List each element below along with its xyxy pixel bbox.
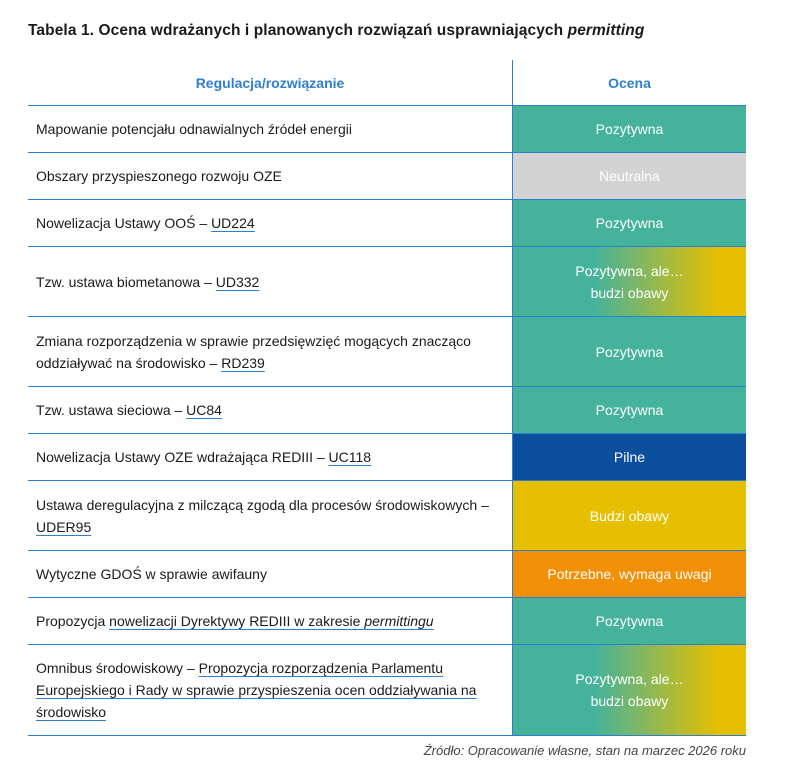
regulation-cell [28,247,513,316]
table-row [28,153,746,200]
regulation-link-italic: permittingu [364,613,434,629]
rating-cell [513,106,746,152]
rating-label: Pozytywna, ale… budzi obawy [575,262,684,301]
rating-cell [513,551,746,597]
regulation-cell [28,153,513,199]
regulation-cell [28,387,513,433]
regulation-link[interactable] [36,519,91,535]
table-row [28,106,746,153]
regulation-cell [28,317,513,386]
table-row [28,247,746,317]
rating-cell [513,481,746,550]
regulation-text: Wytyczne GDOŚ w sprawie awifauny [36,566,267,582]
regulation-link[interactable] [186,402,222,418]
rating-label: Neutralna [599,168,660,184]
rating-cell [513,434,746,480]
rating-label: Potrzebne, wymaga uwagi [547,566,712,582]
regulation-text: Propozycja [36,613,110,629]
regulation-cell [28,434,513,480]
rating-label: Pozytywna [595,343,664,360]
rating-label: Pozytywna, ale… budzi obawy [575,671,684,709]
rating-cell [513,200,746,246]
regulation-cell [28,200,513,246]
regulation-cell [28,598,513,644]
table-row [28,434,746,481]
rating-cell [513,598,746,644]
rating-cell [513,645,746,735]
rating-label: Pilne [613,449,646,465]
table-body [28,106,746,736]
table-row [28,200,746,247]
regulation-link[interactable] [329,449,372,465]
regulation-cell [28,106,513,152]
rating-cell [513,153,746,199]
regulation-cell [28,551,513,597]
table-header [28,60,746,106]
title-italic: permitting [567,22,645,39]
table-row [28,551,746,598]
regulation-cell [28,645,513,735]
regulation-link-text: Propozycja rozporządzenia Parlamentu Europejskiego i Rady w sprawie przyspieszenia ocen oddziaływania na środowisko [36,660,477,720]
regulation-link-text: UC84 [186,402,222,418]
regulation-text: Nowelizacja Ustawy OZE wdrażająca REDIII – [36,449,329,465]
regulation-text: Mapowanie potencjału odnawialnych źródeł energii [36,121,352,137]
rating-cell [513,317,746,386]
rating-label: Pozytywna [595,215,664,231]
regulation-text: Tzw. ustawa biometanowa – [36,273,216,290]
header-rating: Ocena [608,74,651,91]
rating-cell [513,247,746,316]
rating-label: Pozytywna [595,402,664,418]
regulation-text: Zmiana rozporządzenia w sprawie przedsięwzięć mogących znacząco oddziaływać na środowisko – [36,332,471,371]
regulation-link-text: UC118 [328,449,372,465]
rating-cell [513,387,746,433]
table-row [28,317,746,387]
regulation-link-text: nowelizacji Dyrektywy REDIII w zakresie [109,613,365,629]
regulation-text: Nowelizacja Ustawy OOŚ – [36,215,212,231]
assessment-table [28,60,746,736]
regulation-link-text: UD224 [211,215,255,231]
source-note: Źródło: Opracowanie własne, stan na marzec 2026 roku [423,743,746,758]
title-text: Tabela 1. Ocena wdrażanych i planowanych rozwiązań usprawniających [28,22,568,39]
rating-label: Pozytywna [595,121,664,137]
regulation-link-text: UDER95 [36,518,92,535]
regulation-text: Omnibus środowiskowy – [36,660,199,676]
regulation-link[interactable] [216,274,260,290]
header-regulation: Regulacja/rozwiązanie [28,60,513,105]
regulation-link-text: UD332 [215,273,260,290]
table-title [28,22,644,40]
regulation-cell [28,481,513,550]
rating-label: Pozytywna [595,613,664,629]
regulation-text: Tzw. ustawa sieciowa – [36,402,187,418]
regulation-text: Ustawa deregulacyjna z milczącą zgodą dla procesów środowiskowych – [36,496,489,513]
table-row [28,645,746,736]
regulation-link-text: RD239 [221,354,265,371]
regulation-link[interactable] [221,355,265,371]
table-row [28,598,746,645]
table-row [28,387,746,434]
table-row [28,481,746,551]
regulation-link[interactable] [211,215,255,231]
regulation-text: Obszary przyspieszonego rozwoju OZE [36,168,282,184]
rating-label: Budzi obawy [589,507,670,524]
regulation-link[interactable] [109,613,433,629]
